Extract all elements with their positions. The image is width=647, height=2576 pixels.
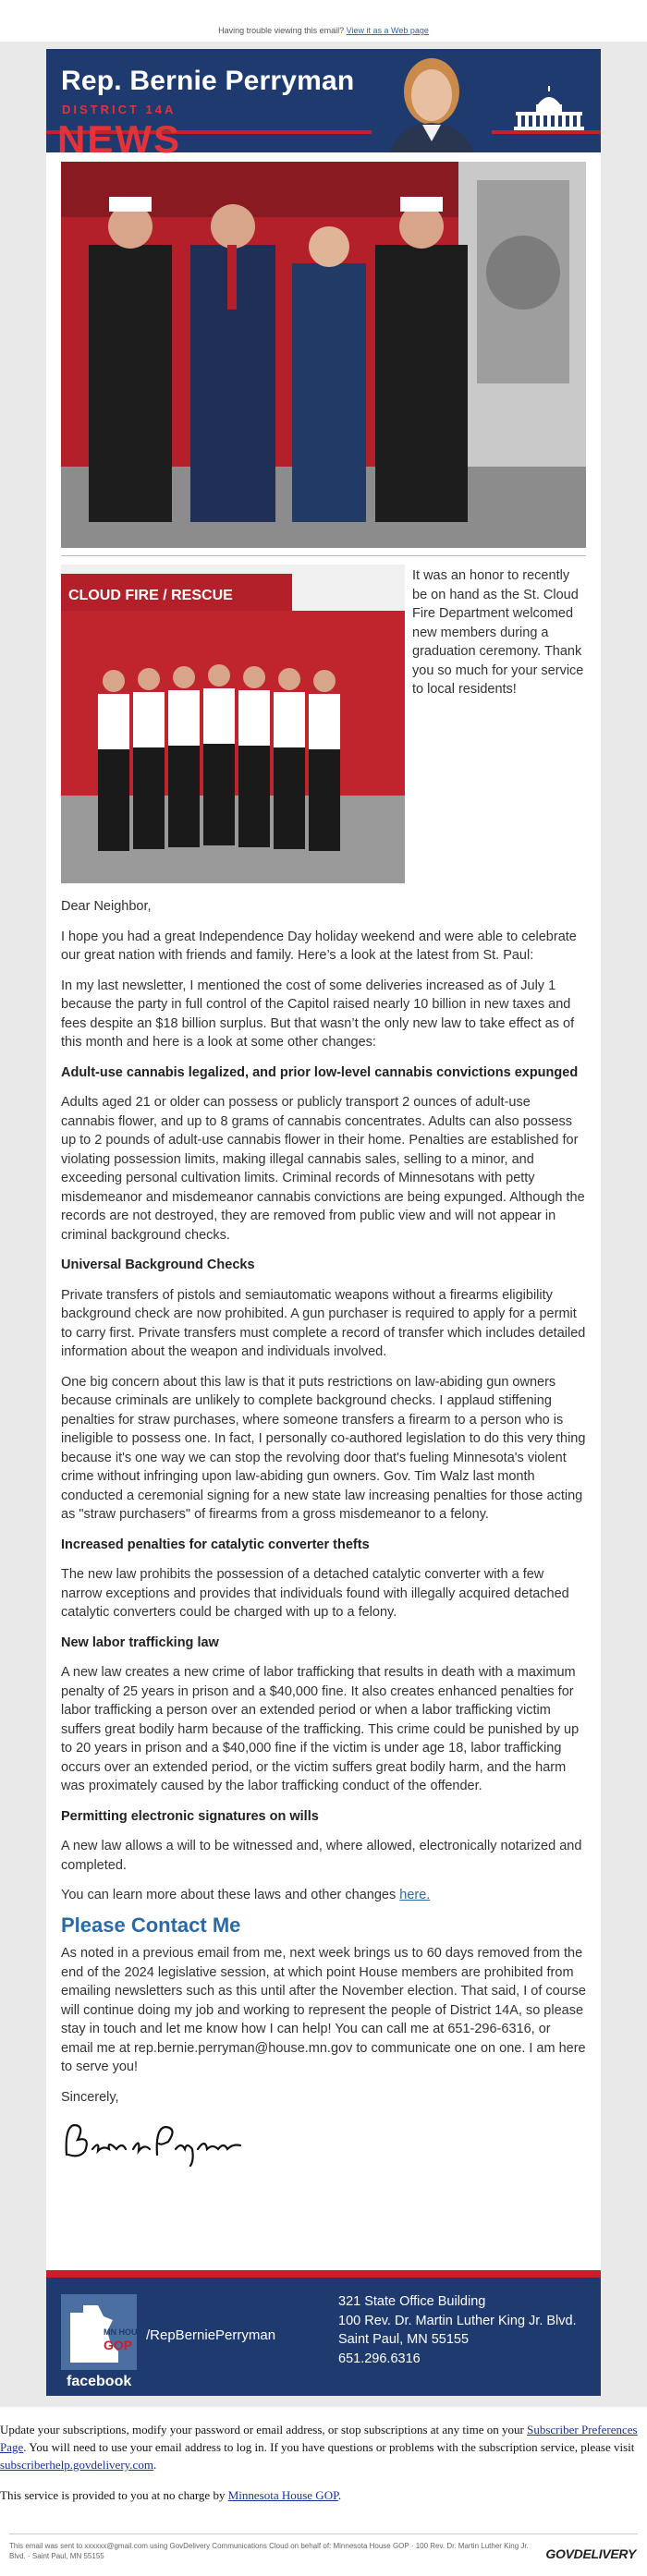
closing: Sincerely,	[61, 2089, 119, 2105]
mn-house-gop-logo	[61, 2294, 149, 2370]
subscription-paragraph	[0, 2421, 647, 2473]
newsletter-body	[61, 897, 586, 2168]
section-heading-labor-trafficking: New labor trafficking law	[61, 1634, 219, 1650]
address-line: Saint Paul, MN 55155	[338, 2332, 470, 2347]
service-end: .	[337, 2488, 342, 2502]
section-paragraph: One big concern about this law is that it puts restrictions on law-abiding gun owners because criminals are unlikely to complete background checks. I applaud stiffening penalties for straw purchases, where someone transfers a firearm to a person who is ineligible to possess one. In fact, I personally co-authored legislation to do this very thing because it's one way we can stop the revolving door that's fueling Minnesota's violent crime without infringing upon law-abiding gun owners. Gov. Tim Walz last month conducted a ceremonial signing for a new state law increasing penalties for those acting as "straw purchasers" of firearms from a gross misdemeanor to a felony.	[61, 1374, 586, 1522]
section-paragraph: Private transfers of pistols and semiautomatic weapons without a firearms eligibility background check are now prohibited. A gun purchaser is required to apply for a permit to carry first. Private transfers must complete a record of transfer which includes detailed information about the weapon and individuals involved.	[61, 1287, 586, 1359]
learn-more-link[interactable]: here.	[399, 1888, 431, 1902]
photo-caption: It was an honor to recently be on hand as the St. Cloud Fire Department welcomed new members during a graduation ceremony. Thank you so much for your service to local residents!	[412, 568, 584, 697]
contact-heading: Please Contact Me	[61, 1913, 241, 1937]
email-canvas	[0, 42, 647, 2407]
subscription-text-3: .	[153, 2458, 157, 2472]
learn-more	[61, 1886, 586, 1905]
intro-paragraph: I hope you had a great Independence Day holiday weekend and were able to celebrate our great nation with friends and family. Here’s a look at the latest from St. Paul:	[61, 929, 577, 963]
bottom-divider	[9, 2533, 638, 2534]
email-card	[46, 49, 601, 2396]
logo-text-gop: GOP	[104, 2338, 133, 2352]
header-title: Rep. Bernie Perryman	[61, 66, 355, 96]
taxes-paragraph: In my last newsletter, I mentioned the cost of some deliveries increased as of July 1 because the party in full control of the Capitol raised nearly 10 billion in new taxes and fees despite an $18 billion surplus. But that wasn’t the only new law to take effect as of this month and here is a look at some other changes:	[61, 978, 575, 1050]
address-line: 100 Rev. Dr. Martin Luther King Jr. Blvd.	[338, 2313, 577, 2328]
graduation-photo	[61, 565, 405, 883]
facebook-label: facebook	[67, 2374, 132, 2389]
legal-notice: This email was sent to xxxxxx@gmail.com using GovDelivery Communications Cloud on behalf of: Minnesota House GOP · 100 Rev. Dr. Martin Luther King Jr. Blvd. · Saint Paul, MN 55155	[9, 2542, 529, 2560]
top-note	[0, 26, 647, 35]
section-paragraph: Adults aged 21 or older can possess or publicly transport 2 ounces of adult-use cannabis flower, and up to 8 grams of cannabis concentrates. Adults can also possess up to 2 pounds of adult-use cannabis flower in their home. Penalties are established for violating possession limits, making illegal cannabis sales, selling to a minor, and exceeding personal cultivation limits. Criminal records of Minnesotans with petty misdemeanor and misdemeanor cannabis convictions are being expunged. Although the records are not destroyed, they are removed from public view and will not appear in criminal background checks.	[61, 1095, 585, 1243]
newsletter-header	[46, 49, 601, 161]
subscriber-help-link[interactable]: subscriberhelp.govdelivery.com	[0, 2458, 153, 2472]
top-note-text: Having trouble viewing this email?	[218, 26, 345, 35]
handwritten-signature	[61, 2118, 246, 2168]
contact-paragraph: As noted in a previous email from me, next week brings us to 60 days removed from the end of the 2024 legislative session, at which point House members are prohibited from emailing newsletters such as this until after the November election. That said, I of course will continue doing my job and working to represent the people of District 14A, so please stay in touch and let me know how I can help! You can call me at 651-296-6316, or email me at rep.bernie.perryman@house.mn.gov to communicate one on one. I am here to serve you!	[61, 1946, 586, 2074]
subscription-text-2: . You will need to use your email address to log in. If you have questions or problems with the subscription service, please visit	[23, 2440, 635, 2454]
web-page-link[interactable]: View it as a Web page	[346, 26, 429, 35]
greeting: Dear Neighbor,	[61, 899, 152, 914]
subscriber-preferences-link[interactable]: Subscriber Preferences Page	[0, 2423, 638, 2454]
logo-text-house: MN HOUSE	[104, 2327, 149, 2337]
section-heading-catalytic-converters: Increased penalties for catalytic converter thefts	[61, 1537, 370, 1552]
minnesota-house-gop-link[interactable]: Minnesota House GOP	[227, 2488, 338, 2502]
header-news: NEWS	[57, 117, 181, 161]
section-heading-electronic-signatures: Permitting electronic signatures on wills	[61, 1808, 319, 1824]
capitol-icon	[510, 82, 588, 140]
section-heading-cannabis: Adult-use cannabis legalized, and prior low-level cannabis convictions expunged	[61, 1064, 579, 1080]
phone-number: 651.296.6316	[338, 2351, 421, 2366]
service-text: This service is provided to you at no charge by	[0, 2488, 226, 2502]
section-heading-background-checks: Universal Background Checks	[61, 1258, 255, 1272]
service-paragraph	[0, 2486, 647, 2504]
representative-portrait	[372, 49, 492, 152]
mn-state-icon	[61, 2294, 149, 2370]
subscription-notice	[0, 2421, 647, 2517]
subscription-text-1: Update your subscriptions, modify your password or email address, or stop subscriptions at any time on your	[0, 2423, 524, 2436]
header-district: DISTRICT 14A	[62, 103, 177, 116]
govdelivery-logo[interactable]: GOVDELIVERY	[545, 2546, 636, 2561]
section-paragraph: The new law prohibits the possession of a detached catalytic converter with a few narrow exceptions and provides that individuals found with illegally acquired detached catalytic converters could be charged with up to a felony.	[61, 1567, 569, 1620]
fire-rescue-sign: CLOUD FIRE / RESCUE	[68, 588, 233, 603]
facebook-block[interactable]	[61, 2294, 149, 2390]
section-paragraph: A new law creates a new crime of labor trafficking that results in death with a maximum penalty of 25 years in prison and a $40,000 fine. It also creates enhanced penalties for labor trafficking a person over an extended period or when a labor trafficking victim suffers great bodily harm because of the trafficking. This crime could be punished by up to 20 years in prison and a $40,000 fine if the victim is under age 18, labor trafficking occurs over an extended period, or the victim suffers great bodily harm, and the harm was proximately caused by the labor trafficking conduct of the offender.	[61, 1665, 580, 1793]
divider	[61, 555, 586, 556]
section-paragraph: A new law allows a will to be witnessed and, where allowed, electronically notarized and completed.	[61, 1839, 582, 1873]
address-line: 321 State Office Building	[338, 2294, 486, 2309]
office-address	[338, 2292, 577, 2368]
newsletter-footer	[46, 2270, 601, 2396]
learn-more-text: You can learn more about these laws and other changes	[61, 1888, 397, 1902]
facebook-handle[interactable]: /RepBerniePerryman	[146, 2327, 276, 2343]
group-photo-fire-officials	[61, 162, 586, 548]
footer-red-line	[46, 2270, 601, 2278]
